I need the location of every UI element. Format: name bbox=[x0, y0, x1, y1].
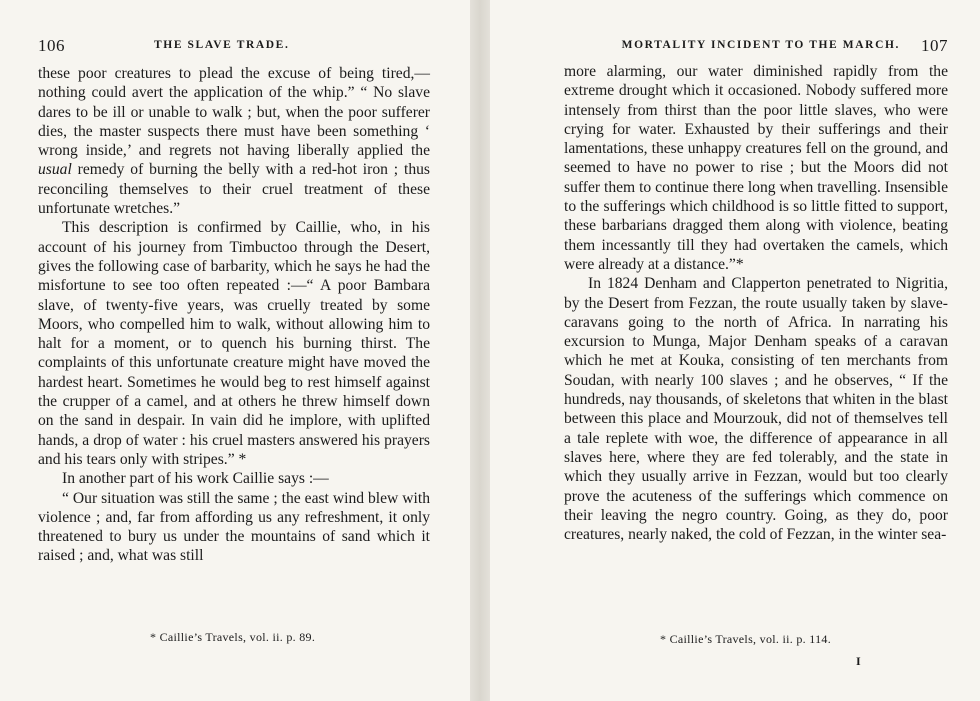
left-page-body bbox=[38, 64, 430, 566]
footnote: * Caillie’s Travels, vol. ii. p. 114. bbox=[660, 632, 831, 646]
paragraph: more alarming, our water diminished rapidly from the extreme drought which it occasioned. Nobody suffered more intensely from thirst than the poor little slaves, who were crying for water. Exhausted by their sufferings and their lamentations, these unhappy creatures fell on the ground, and seemed to have no power to rise ; but the Moors did not suffer them to continue there long when travelling. Insensible to the sufferings which childhood is so little fitted to support, these barbarians dragged them along with violence, beating them incessantly till they had overtaken the camels, which were already at a distance.”* bbox=[564, 63, 948, 273]
italic-word: usual bbox=[38, 161, 72, 179]
paragraph: In 1824 Denham and Clapperton penetrated to Nigritia, by the Desert from Fezzan, the route usually taken by slave-caravans going to the north of Africa. In narrating his excursion to Munga, Major Denham speaks of a caravan which he met at Kouka, consisting of ten merchants from Soudan, with nearly 100 slaves ; and he observes, “ If the hundreds, nay thousands, of skeletons that whiten in the blast between this place and Mourzouk, did not of themselves tell a tale replete with woe, the difference of appearance in all slaves here, where they are fed tolerably, and the state in which they usually arrive in Fezzan, would but too clearly prove the acuteness of the sufferings which commence on their leaving the negro country. Going, as they do, poor creatures, nearly naked, the cold of Fezzan, in the winter sea- bbox=[564, 275, 948, 544]
book-gutter bbox=[470, 0, 490, 701]
right-page bbox=[490, 0, 980, 701]
page-number: 107 bbox=[921, 36, 948, 55]
footnote: * Caillie’s Travels, vol. ii. p. 89. bbox=[150, 630, 316, 644]
running-head: MORTALITY INCIDENT TO THE MARCH. bbox=[621, 39, 900, 51]
page-number: 106 bbox=[38, 36, 65, 55]
left-page bbox=[0, 0, 470, 701]
right-page-body bbox=[564, 62, 948, 544]
paragraph: these poor creatures to plead the excuse of being tired,—nothing could avert the application of the whip.” “ No slave dares to be ill or unable to walk ; but, when the poor sufferer dies, the master suspects there must have been something ‘ wrong inside,’ and regrets not having liberally applied the usual remedy of burning the belly with a red-hot iron ; thus reconciling themselves to their cruel treatment of these unfortunate wretches.” bbox=[38, 65, 430, 218]
signature-mark: I bbox=[856, 654, 861, 668]
paragraph: In another part of his work Caillie says :— bbox=[62, 470, 329, 488]
right-page-header bbox=[564, 36, 948, 58]
paragraph: This description is confirmed by Caillie, who, in his account of his journey from Timbuctoo through the Desert, gives the following case of barbarity, which he says he had the misfortune to see too often repeated :—“ A poor Bambara slave, of twenty-five years, was cruelly treated by some Moors, who compelled him to walk, without allowing him to halt for a moment, or to quench his burning thirst. The complaints of this unfortunate creature might have moved the hardest heart. Sometimes he would beg to rest himself against the crupper of a camel, and at others he threw himself down on the sand in despair. In vain did he implore, with uplifted hands, a drop of water : his cruel masters answered his prayers and his tears only with stripes.” * bbox=[38, 219, 430, 468]
paragraph: “ Our situation was still the same ; the east wind blew with violence ; and, far from affording us any refreshment, it only threatened to bury us under the mountains of sand which it raised ; and, what was still bbox=[38, 489, 430, 565]
left-page-header bbox=[38, 36, 430, 58]
running-head: THE SLAVE TRADE. bbox=[154, 39, 290, 51]
